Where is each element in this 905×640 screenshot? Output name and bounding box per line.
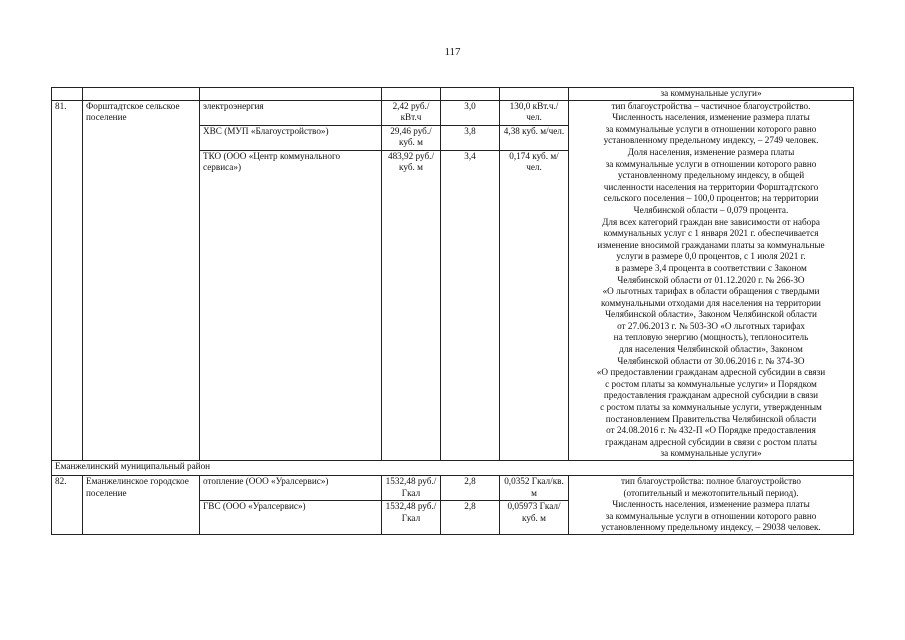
- note-line: сельского поселения – 100,0 процентов; на территории: [603, 193, 819, 204]
- settlement-name: Еманжелинское городское поселение: [83, 476, 200, 535]
- note-line: «О предоставлении гражданам адресной субсидии в связи: [596, 367, 826, 378]
- table-row-81: [52, 100, 854, 460]
- index-cell: [441, 476, 500, 535]
- region-heading-row: [52, 461, 854, 476]
- note-line: Доля населения, изменение размера платы: [627, 146, 795, 157]
- tariff-value: 483,92 руб./куб. м: [382, 150, 440, 174]
- tariff-table: [51, 87, 854, 535]
- volume-value: 0,05973 Гкал/куб. м: [500, 500, 568, 524]
- note-line: тип благоустройства – частичное благоустройство.: [611, 100, 811, 111]
- index-value: 2,8: [464, 476, 476, 486]
- note-line: от 27.06.2013 г. № 503-ЗО «О льготных тарифах: [617, 320, 805, 331]
- page-number: 117: [444, 46, 461, 58]
- note-line: предоставления гражданам адресной субсидии в связи: [603, 390, 819, 401]
- note-line: за коммунальные услуги в отношении которого равно: [605, 158, 817, 169]
- tariff-cell: [382, 476, 441, 535]
- tariff-value: 1532,48 руб./Гкал: [385, 476, 437, 498]
- index-cell: [441, 100, 500, 460]
- region-heading: Еманжелинский муниципальный район: [52, 461, 854, 476]
- note-line: коммунальными отходами для населения на территории: [601, 297, 821, 308]
- note-line: (отопительный и межотопительный период).: [623, 487, 799, 498]
- tariff-value: 2,42 руб./кВт.ч: [392, 100, 430, 123]
- note-line: изменение вносимой гражданами платы за коммунальные: [597, 239, 825, 250]
- note-line: Челябинской области», Законом Челябинской области: [605, 309, 817, 320]
- index-value: 2,8: [441, 500, 499, 513]
- service-item: электроэнергия: [203, 100, 264, 111]
- notes-cell: [569, 476, 854, 535]
- note-line: в размере 3,4 процента в соответствии с Законом: [615, 262, 807, 273]
- note-line: за коммунальные услуги»: [660, 448, 762, 459]
- index-value: 3,0: [464, 100, 476, 111]
- service-item: ГВС (ООО «Уралсервис»): [200, 500, 381, 513]
- note-line: тип благоустройства: полное благоустройство: [621, 476, 801, 486]
- note-line: Челябинской области – 0,079 процента.: [633, 204, 789, 215]
- note-line: Челябинской области от 30.06.2016 г. № 374-ЗО: [617, 355, 805, 366]
- note-line: установленному предельному индексу, – 2749 человек.: [603, 135, 819, 146]
- note-line: для населения Челябинской области», Законом: [619, 344, 803, 355]
- note-line: услуги в размере 0,0 процентов, с 1 июля 2021 г.: [616, 251, 806, 262]
- note-line: Челябинской области от 01.12.2020 г. № 266-ЗО: [617, 274, 805, 285]
- note-line: установленному предельному индексу, в общей: [617, 170, 805, 181]
- settlement-name: Форштадтское сельское поселение: [83, 100, 200, 460]
- volume-cell: [500, 476, 569, 535]
- table-row-82: [52, 476, 854, 535]
- volume-value: 0,174 куб. м/чел.: [500, 150, 568, 174]
- volume-value: 130,0 кВт.ч./чел.: [509, 100, 559, 123]
- row-number: 81.: [52, 100, 83, 460]
- tariff-cell: [382, 100, 441, 460]
- notes-cell: [569, 100, 854, 460]
- row-number: 82.: [52, 476, 83, 535]
- note-line: за коммунальные услуги в отношении которого равно: [605, 123, 817, 134]
- volume-cell: [500, 100, 569, 460]
- table-row-continuation: [52, 88, 854, 101]
- note-line: гражданам адресной субсидии в связи с ростом платы: [605, 436, 817, 447]
- note-line: Численность населения, изменение размера платы: [612, 112, 810, 123]
- note-line: Для всех категорий граждан вне зависимости от набора: [602, 216, 820, 227]
- note-line: с ростом платы за коммунальные услуги» и Порядком: [605, 378, 817, 389]
- note-line: за коммунальные услуги в отношении которого равно: [605, 510, 817, 521]
- note-line: на тепловую энергию (мощность), теплоноситель: [613, 332, 809, 343]
- services-cell: [200, 476, 382, 535]
- note-line: Численность населения, изменение размера платы: [612, 499, 810, 510]
- continuation-note: за коммунальные услуги»: [569, 88, 854, 101]
- index-value: 3,4: [441, 150, 499, 163]
- note-line: постановлением Правительства Челябинской области: [605, 413, 817, 424]
- volume-value: 0,0352 Гкал/кв. м: [504, 476, 564, 498]
- note-line: «О льготных тарифах в области обращения с твердыми: [602, 286, 820, 297]
- tariff-value: 1532,48 руб./Гкал: [382, 500, 440, 524]
- note-line: с ростом платы за коммунальные услуги, утвержденным: [600, 402, 822, 413]
- note-line: от 24.08.2016 г. № 432-П «О Порядке предоставления: [606, 425, 816, 436]
- service-item: ТКО (ООО «Центр коммунального сервиса»): [200, 150, 381, 174]
- volume-value: 4,38 куб. м/чел.: [500, 125, 568, 150]
- tariff-value: 29,46 руб./куб. м: [382, 125, 440, 150]
- note-line: установленному предельному индексу, – 29038 человек.: [601, 522, 821, 533]
- service-item: ХВС (МУП «Благоустройство»): [200, 125, 381, 150]
- services-cell: [200, 100, 382, 460]
- note-line: коммунальных услуг с 1 января 2021 г. обеспечивается: [603, 228, 819, 239]
- service-item: отопление (ООО «Уралсервис»): [203, 476, 329, 486]
- note-line: численности населения на территории Форштадтского: [603, 181, 819, 192]
- index-value: 3,8: [441, 125, 499, 150]
